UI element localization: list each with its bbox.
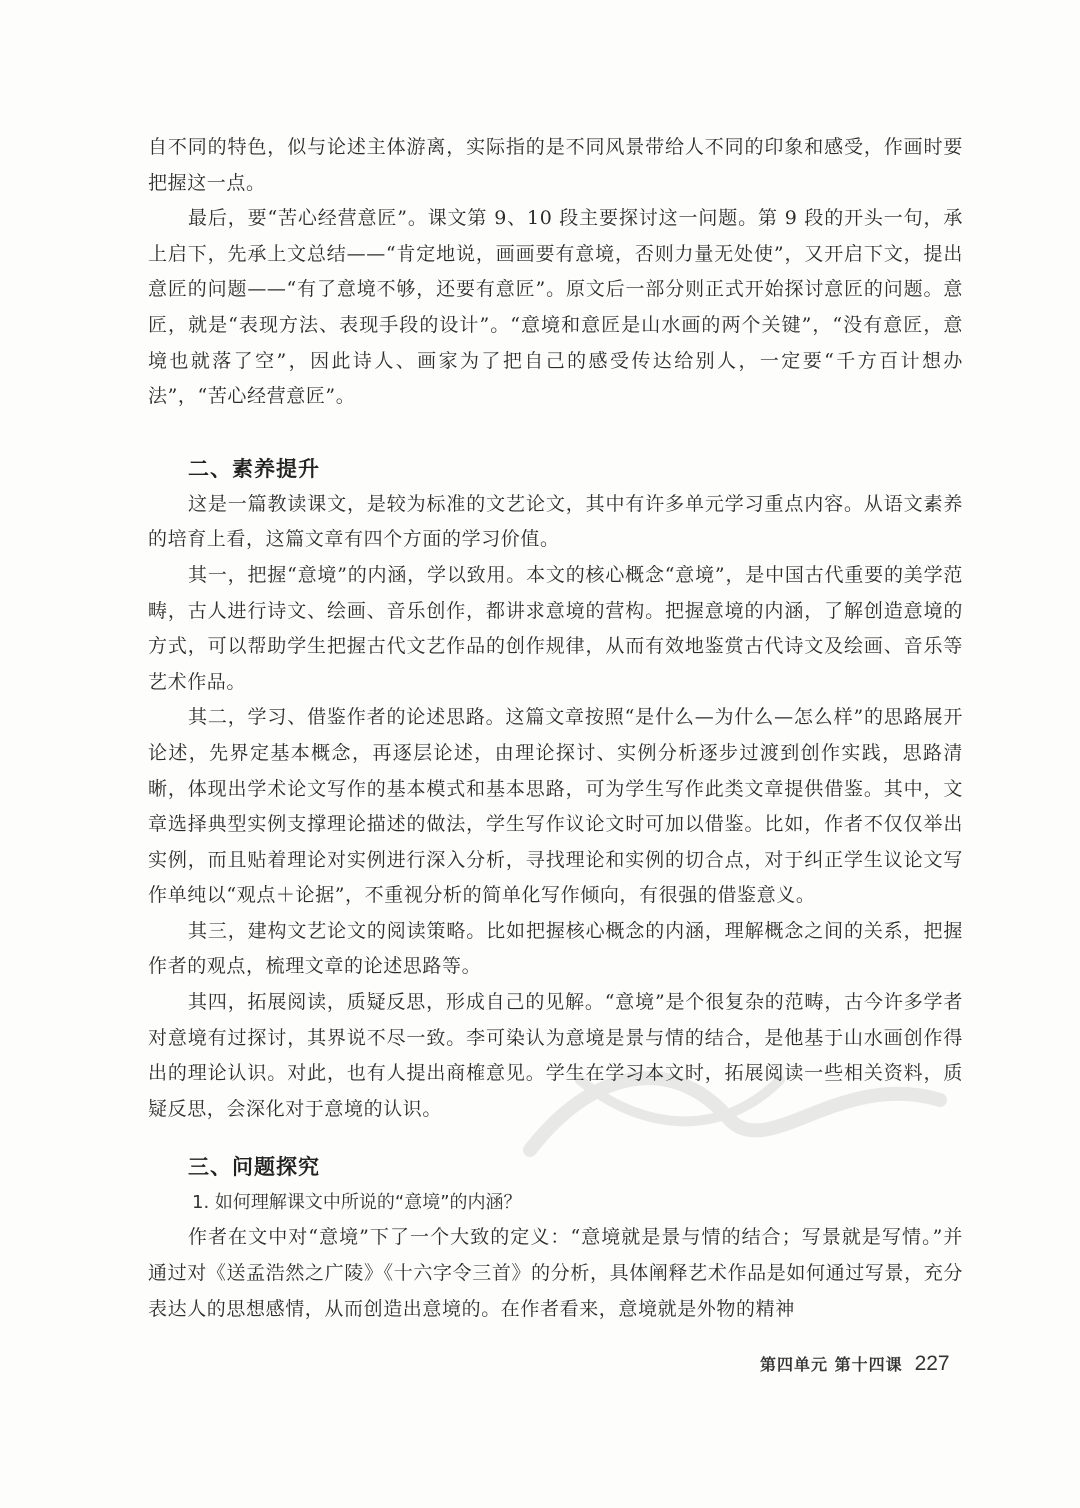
footer-unit-lesson: 第四单元 第十四课: [760, 1355, 903, 1374]
paragraph-continuation: 自不同的特色，似与论述主体游离，实际指的是不同风景带给人不同的印象和感受，作画时要把握这一点。: [148, 136, 963, 194]
paragraph-point-2: 其二，学习、借鉴作者的论述思路。这篇文章按照“是什么—为什么—怎么样”的思路展开论述，先界定基本概念，再逐层论述，由理论探讨、实例分析逐步过渡到创作实践，思路清晰，体现出学术论文写作的基本模式和基本思路，可为学生写作此类文章提供借鉴。其中，文章选择典型实例支撑理论描述的做法，学生写作议论文时可加以借鉴。比如，作者不仅仅举出实例，而且贴着理论对实例进行深入分析，寻找理论和实例的切合点，对于纠正学生议论文写作单纯以“观点＋论据”，不重视分析的简单化写作倾向，有很强的借鉴意义。: [148, 706, 963, 907]
body-text: [148, 130, 963, 1327]
paragraph-yijiang: 最后，要“苦心经营意匠”。课文第 9、10 段主要探讨这一问题。第 9 段的开头一句，承上启下，先承上文总结——“肯定地说，画画要有意境，否则力量无处使”，又开启下文，提出意匠的问题——“有了意境不够，还要有意匠”。原文后一部分则正式开始探讨意匠的问题。意匠，就是“表现方法、表现手段的设计”。“意境和意匠是山水画的两个关键”，“没有意匠，意境也就落了空”，因此诗人、画家为了把自己的感受传达给别人，一定要“千方百计想办法”，“苦心经营意匠”。: [148, 207, 963, 408]
paragraph-point-3: 其三，建构文艺论文的阅读策略。比如把握核心概念的内涵，理解概念之间的关系，把握作者的观点，梳理文章的论述思路等。: [148, 919, 963, 978]
page-number: 227: [914, 1352, 950, 1375]
paragraph-answer-1: 作者在文中对“意境”下了一个大致的定义：“意境就是景与情的结合；写景就是写情。”并通过对《送孟浩然之广陵》《十六字令三首》的分析，具体阐释艺术作品是如何通过写景，充分表达人的思想感情，从而创造出意境的。在作者看来，意境就是外物的精神: [148, 1226, 963, 1320]
paragraph-intro: 这是一篇教读课文，是较为标准的文艺论文，其中有许多单元学习重点内容。从语文素养的培育上看，这篇文章有四个方面的学习价值。: [148, 492, 963, 551]
question-1: 1. 如何理解课文中所说的“意境”的内涵？: [192, 1192, 522, 1214]
section-heading-inquiry: 三、问题探究: [188, 1155, 320, 1180]
section-heading-literacy: 二、素养提升: [188, 456, 320, 481]
paragraph-point-4: 其四，拓展阅读，质疑反思，形成自己的见解。“意境”是个很复杂的范畴，古今许多学者对意境有过探讨，其界说不尽一致。李可染认为意境是景与情的结合，是他基于山水画创作得出的理论认识。对此，也有人提出商榷意见。学生在学习本文时，拓展阅读一些相关资料，质疑反思，会深化对于意境的认识。: [148, 991, 963, 1120]
page-footer: [760, 1352, 950, 1376]
paragraph-point-1: 其一，把握“意境”的内涵，学以致用。本文的核心概念“意境”，是中国古代重要的美学范畴，古人进行诗文、绘画、音乐创作，都讲求意境的营构。把握意境的内涵，了解创造意境的方式，可以帮助学生把握古代文艺作品的创作规律，从而有效地鉴赏古代诗文及绘画、音乐等艺术作品。: [148, 563, 963, 693]
